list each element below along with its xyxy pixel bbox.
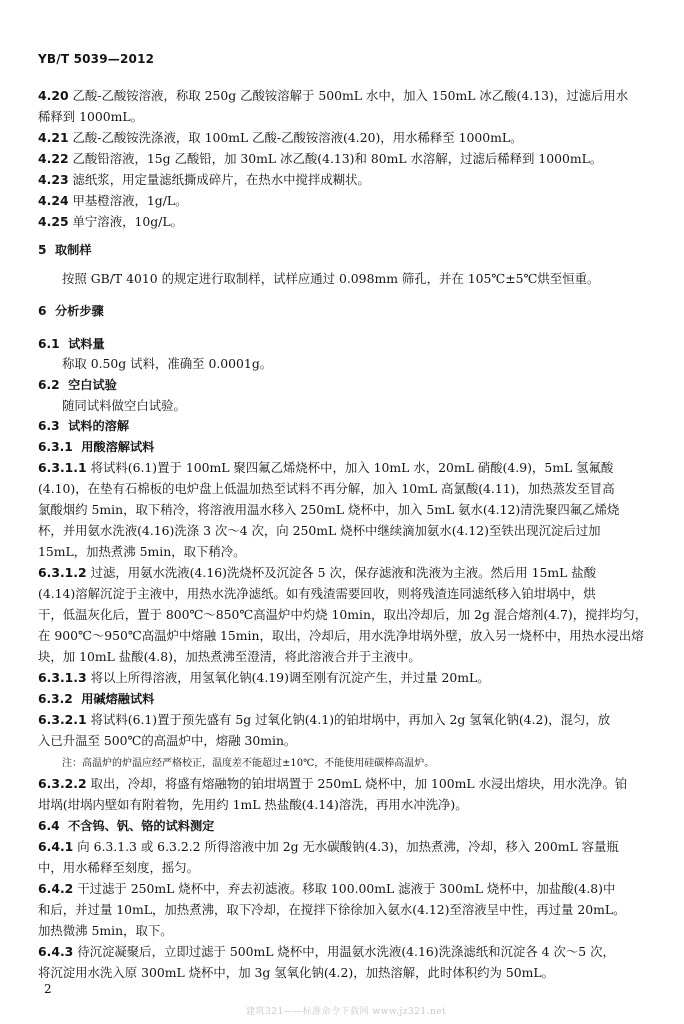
text-line: 称取 0.50g 试料，准确至 0.0001g。 [62, 356, 273, 371]
text-line: 6.4.2 干过滤于 250mL 烧杯中，弃去初滤液。移取 100.00mL 滤液于 300mL 烧杯中，加盐酸(4.8)中 [38, 881, 616, 896]
text-line: 坩埚(坩埚内壁如有附着物，先用约 1mL 热盐酸(4.14)溶洗，再用水冲洗净)。 [38, 797, 468, 812]
text-line: 6.3.1.3 将以上所得溶液，用氢氧化钠(4.19)调至刚有沉淀产生，并过量 20mL。 [38, 670, 490, 685]
section-heading: 5 取制样 [38, 243, 92, 257]
text-line: 6.4.3 待沉淀凝聚后，立即过滤于 500mL 烧杯中，用温氨水洗液(4.16)洗涤滤纸和沉淀各 4 次～5 次， [38, 944, 615, 959]
text-line: 6.3.1.1 将试料(6.1)置于 100mL 聚四氟乙烯烧杯中，加入 10mL 水，20mL 硝酸(4.9)，5mL 氢氟酸 [38, 460, 614, 475]
text-line: 在 900℃～950℃高温炉中熔融 15min，取出，冷却后，用水洗净坩埚外壁，放入另一烧杯中，用热水浸出熔 [38, 628, 644, 643]
text-line: 4.22 乙酸铅溶液，15g 乙酸铅，加 30mL 冰乙酸(4.13)和 80mL 水溶解，过滤后稀释到 1000mL。 [38, 151, 603, 166]
footer-watermark: 建筑321——标准命令下载网 www.jz321.net [246, 1007, 447, 1017]
text-line: 6.3.2.1 将试料(6.1)置于预先盛有 5g 过氧化钠(4.1)的铂坩埚中，再加入 2g 氢氧化钠(4.2)，混匀，放 [38, 712, 611, 727]
text-line: (4.10)，在垫有石棉板的电炉盘上低温加热至试料不再分解，加入 10mL 高氯酸(4.11)，加热蒸发至冒高 [38, 481, 615, 496]
text-line: 杯，并用氨水洗液(4.16)洗涤 3 次～4 次，向 250mL 烧杯中继续滴加氨水(4.12)至铁出现沉淀后过加 [38, 523, 601, 538]
text-line: 4.23 滤纸浆，用定量滤纸撕成碎片，在热水中搅拌成糊状。 [38, 172, 370, 187]
text-line: (4.14)溶解沉淀于主液中，用热水洗净滤纸。如有残渣需要回收，则将残渣连同滤纸移入铂坩埚中，烘 [38, 586, 596, 601]
standard-code-header: YB/T 5039—2012 [38, 52, 155, 66]
section-heading: 6.4 不含钨、钒、铬的试料测定 [38, 819, 215, 833]
text-line: 4.20 乙酸-乙酸铵溶液，称取 250g 乙酸铵溶解于 500mL 水中，加入 150mL 冰乙酸(4.13)，过滤后用水 [38, 88, 629, 103]
text-line: 入已升温至 500℃的高温炉中，熔融 30min。 [38, 733, 297, 748]
text-line: 6.3.1.2 过滤，用氨水洗液(4.16)洗烧杯及沉淀各 5 次，保存滤液和洗液为主液。然后用 15mL 盐酸 [38, 565, 597, 580]
text-line: 干，低温灰化后，置于 800℃～850℃高温炉中灼烧 10min，取出冷却后，加 2g 混合熔剂(4.7)，搅拌均匀， [38, 607, 648, 622]
section-heading: 6 分析步骤 [38, 304, 104, 318]
text-line: 15mL，加热煮沸 5min，取下稍冷。 [38, 544, 246, 559]
text-line: 和后，并过量 10mL，加热煮沸，取下冷却，在搅拌下徐徐加入氨水(4.12)至溶液呈中性，再过量 20mL。 [38, 902, 626, 917]
text-line: 氯酸烟约 5min，取下稍冷，将溶液用温水移入 250mL 烧杯中，加入 5mL 氨水(4.12)清洗聚四氟乙烯烧 [38, 502, 620, 517]
text-line: 6.3.2.2 取出，冷却，将盛有熔融物的铂坩埚置于 250mL 烧杯中，加 100mL 水浸出熔块，用水洗净。铂 [38, 776, 628, 791]
text-line: 加热微沸 5min，取下。 [38, 923, 173, 938]
section-heading: 6.3.1 用酸溶解试料 [38, 440, 155, 454]
text-line: 稀释到 1000mL。 [38, 109, 144, 124]
section-heading: 6.2 空白试验 [38, 378, 117, 392]
section-heading: 6.1 试料量 [38, 337, 105, 351]
text-line: 6.4.1 向 6.3.1.3 或 6.3.2.2 所得溶液中加 2g 无水碳酸钠(4.3)，加热煮沸，冷却，移入 200mL 容量瓶 [38, 839, 619, 854]
text-line: 4.25 单宁溶液，10g/L。 [38, 214, 183, 229]
text-line: 随同试料做空白试验。 [62, 398, 186, 413]
page-number: 2 [44, 982, 52, 996]
text-line: 4.21 乙酸-乙酸铵洗涤液，取 100mL 乙酸-乙酸铵溶液(4.20)，用水稀释至 1000mL。 [38, 130, 523, 145]
text-line: 中，用水稀释至刻度，摇匀。 [38, 860, 200, 875]
text-line: 块，加 10mL 盐酸(4.8)，加热煮沸至澄清，将此溶液合并于主液中。 [38, 649, 421, 664]
note-line: 注：高温炉的炉温应经严格校正，温度差不能超过±10℃，不能使用硅碳棒高温炉。 [62, 758, 435, 769]
section-heading: 6.3 试料的溶解 [38, 419, 130, 433]
text-line: 将沉淀用水洗入原 300mL 烧杯中，加 3g 氢氧化钠(4.2)，加热溶解，此时体积约为 50mL。 [38, 965, 554, 980]
section-heading: 6.3.2 用碱熔融试料 [38, 692, 155, 706]
text-line: 4.24 甲基橙溶液，1g/L。 [38, 193, 188, 208]
text-line: 按照 GB/T 4010 的规定进行取制样，试样应通过 0.098mm 筛孔，并在 105℃±5℃烘至恒重。 [62, 271, 600, 286]
